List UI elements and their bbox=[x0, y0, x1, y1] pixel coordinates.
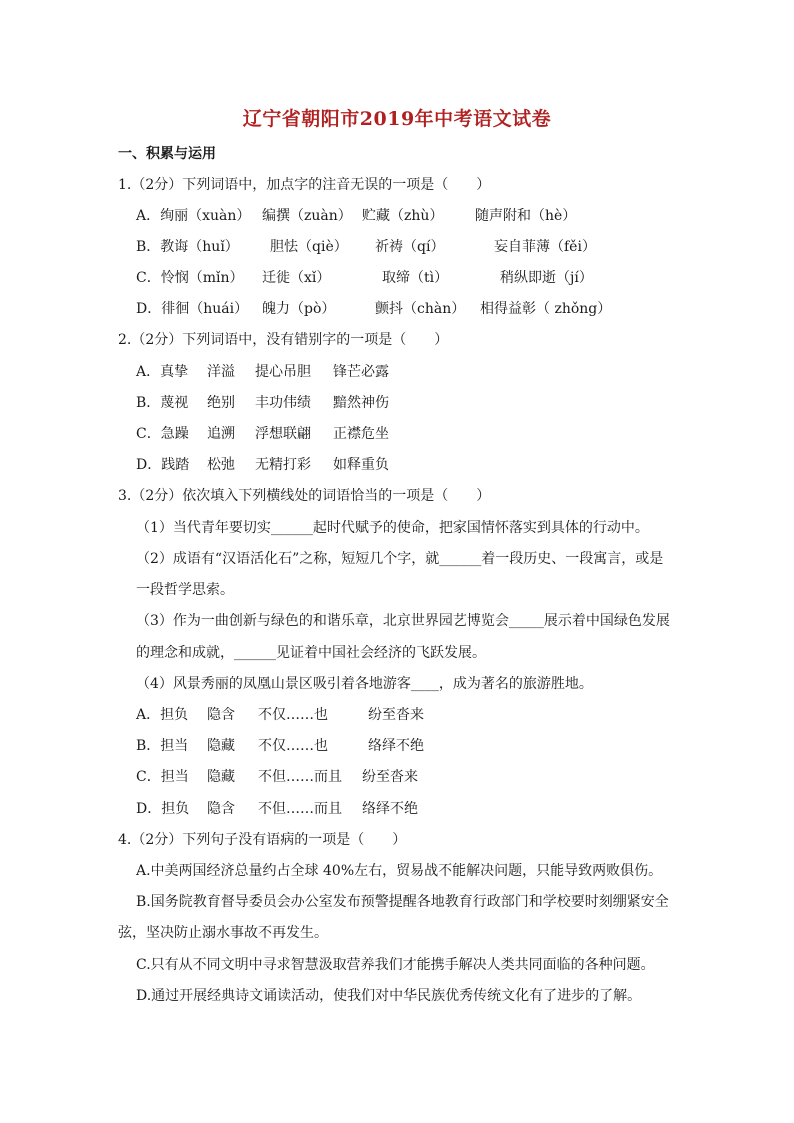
q1-option-c-1: C．怜悯（mǐn） bbox=[136, 270, 244, 286]
q2-option-b-2: 绝别 bbox=[207, 395, 235, 411]
q4-option-c: C.只有从不同文明中寻求智慧汲取营养我们才能携手解决人类共同面临的各种问题。 bbox=[136, 957, 655, 973]
q3-sentence-3-cont: 的理念和成就，______见证着中国社会经济的飞跃发展。 bbox=[136, 645, 486, 661]
q2-option-d-3: 无精打彩 bbox=[255, 457, 311, 473]
q3-sentence-2-cont: 一段哲学思索。 bbox=[136, 582, 234, 598]
q3-option-b-4: 络绎不绝 bbox=[368, 738, 424, 754]
q2-option-d-4: 如释重负 bbox=[333, 457, 389, 473]
q3-option-a-3: 不仅……也 bbox=[258, 707, 328, 723]
q2-option-b-3: 丰功伟绩 bbox=[255, 395, 311, 411]
q2-option-d-2: 松弛 bbox=[207, 457, 235, 473]
q4-option-d: D.通过开展经典诗文诵读活动，使我们对中华民族优秀传统文化有了进步的了解。 bbox=[136, 988, 642, 1004]
q1-option-d-4: 相得益彰（ zhǒng） bbox=[480, 301, 612, 317]
q4-option-b: B.国务院教育督导委员会办公室发布预警提醒各地教育行政部门和学校要时刻绷紧安全 bbox=[136, 894, 669, 910]
q3-sentence-1: （1）当代青年要切实______起时代赋予的使命，把家国情怀落实到具体的行动中。 bbox=[136, 520, 649, 536]
q1-option-c-2: 迁徙（xǐ） bbox=[262, 270, 331, 286]
q2-option-a-3: 提心吊胆 bbox=[255, 364, 311, 380]
q1-option-a-2: 编撰（zuàn） bbox=[262, 208, 352, 224]
q2-option-b-1: B．蔑视 bbox=[136, 395, 189, 411]
q2-option-b-4: 黯然神伤 bbox=[333, 395, 389, 411]
q3-sentence-2: （2）成语有“汉语活化石”之称，短短几个字，就______着一段历史、一段寓言，或是 bbox=[136, 551, 664, 567]
q1-option-b-2: 胆怯（qiè） bbox=[270, 239, 348, 255]
q3-option-b-2: 隐藏 bbox=[207, 738, 235, 754]
q3-option-a-4: 纷至沓来 bbox=[368, 707, 424, 723]
question-4-stem: 4.（2分）下列句子没有语病的一项是（ ） bbox=[118, 832, 407, 848]
q2-option-c-2: 追溯 bbox=[207, 426, 235, 442]
q1-option-d-3: 颤抖（chàn） bbox=[375, 301, 466, 317]
q2-option-c-3: 浮想联翩 bbox=[255, 426, 311, 442]
q1-option-a-3: 贮藏（zhù） bbox=[362, 208, 444, 224]
q4-option-a: A.中美两国经济总量约占全球 40%左右，贸易战不能解决问题，只能导致两败俱伤。 bbox=[136, 863, 663, 879]
section-heading: 一、积累与运用 bbox=[118, 146, 216, 162]
q1-option-a-1: A．绚丽（xuàn） bbox=[136, 208, 251, 224]
question-3-stem: 3.（2分）依次填入下列横线处的词语恰当的一项是（ ） bbox=[118, 488, 491, 504]
q1-option-c-3: 取缔（tì） bbox=[382, 270, 449, 286]
question-1-stem: 1.（2分）下列词语中，加点字的注音无误的一项是（ ） bbox=[118, 177, 491, 193]
q3-option-c-2: 隐藏 bbox=[207, 769, 235, 785]
q3-option-d-4: 络绎不绝 bbox=[362, 801, 418, 817]
q1-option-a-4: 随声附和（hè） bbox=[475, 208, 577, 224]
q1-option-d-1: D．徘徊（huái） bbox=[136, 301, 249, 317]
q3-option-d-1: D．担负 bbox=[136, 801, 190, 817]
q1-option-d-2: 魄力（pò） bbox=[262, 301, 336, 317]
q2-option-a-1: A．真挚 bbox=[136, 364, 189, 380]
q2-option-c-4: 正襟危坐 bbox=[333, 426, 389, 442]
q3-option-c-1: C．担当 bbox=[136, 769, 189, 785]
q3-option-d-2: 隐含 bbox=[207, 801, 235, 817]
q1-option-b-1: B．教诲（huǐ） bbox=[136, 239, 239, 255]
q3-sentence-3: （3）作为一曲创新与绿色的和谐乐章，北京世界园艺博览会_____展示着中国绿色发展 bbox=[136, 613, 670, 629]
q3-option-c-4: 纷至沓来 bbox=[362, 769, 418, 785]
q1-option-b-3: 祈祷（qí） bbox=[375, 239, 445, 255]
q3-sentence-4: （4）风景秀丽的凤凰山景区吸引着各地游客____，成为著名的旅游胜地。 bbox=[136, 676, 593, 692]
q1-option-c-4: 稍纵即逝（jí） bbox=[500, 270, 593, 286]
q2-option-a-4: 锋芒必露 bbox=[333, 364, 389, 380]
q2-option-a-2: 洋溢 bbox=[207, 364, 235, 380]
q3-option-b-1: B．担当 bbox=[136, 738, 189, 754]
exam-title: 辽宁省朝阳市2019年中考语文试卷 bbox=[242, 108, 552, 130]
q2-option-d-1: D．践踏 bbox=[136, 457, 190, 473]
q3-option-b-3: 不仅……也 bbox=[258, 738, 328, 754]
q3-option-d-3: 不但……而且 bbox=[258, 801, 342, 817]
q3-option-a-2: 隐含 bbox=[207, 707, 235, 723]
q3-option-c-3: 不但……而且 bbox=[258, 769, 342, 785]
q3-option-a-1: A．担负 bbox=[136, 707, 189, 723]
q4-option-b-cont: 弦，坚决防止溺水事故不再发生。 bbox=[118, 925, 328, 941]
q1-option-b-4: 妄自菲薄（fěi） bbox=[494, 239, 596, 255]
question-2-stem: 2.（2分）下列词语中，没有错别字的一项是（ ） bbox=[118, 332, 449, 348]
q2-option-c-1: C．急躁 bbox=[136, 426, 189, 442]
